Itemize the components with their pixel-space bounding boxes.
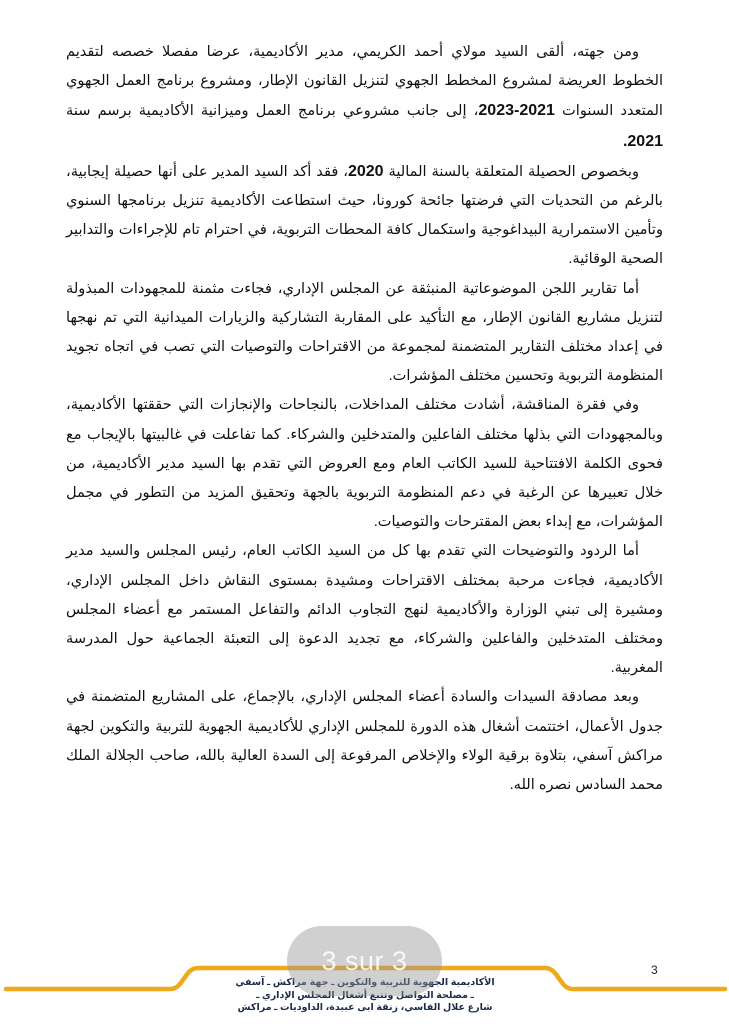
document-body [66, 38, 663, 800]
paragraph-4: وفي فقرة المناقشة، أشادت مختلف المداخلات، بالنجاحات والإنجازات التي حققتها الأكاديمية، وبالمجهودات التي بذلها مختلف الفاعلين والمتدخلين والشركاء. كما تفاعلت في غالبيتها بالإيجاب مع فحوى الكلمة الافتتاحية للسيد الكاتب العام ومع العروض التي تقدم بها السيد مدير الأكاديمية، من خلال تعبيرها عن الرغبة في دعم المنظومة التربوية بالجهة وتحقيق المزيد من التطور في مجمل المؤشرات، مع إبداء بعض المقترحات والتوصيات. [66, 397, 663, 531]
paragraph-1 [66, 38, 663, 157]
paragraph-3: أما تقارير اللجن الموضوعاتية المنبثقة عن المجلس الإداري، فجاءت مثمنة للمجهودات المبذولة لتنزيل مشاريع القانون الإطار، مع التأكيد على المقاربة التشاركية والزيارات الميدانية التي تم نهجها في إعداد مختلف التقارير المتضمنة لمجموعة من الاقتراحات والتوصيات التي تصب في اتجاه تجويد المنظومة التربوية وتحسين مختلف المؤشرات. [66, 280, 663, 385]
text-run: وبخصوص الحصيلة المتعلقة بالسنة المالية [383, 163, 639, 180]
footer-line-2: ـ مصلحة التواصل وتتبع أشغال المجلس الإداري ـ [256, 989, 474, 1001]
text-run: ، فقد أكد السيد المدير على أنها حصيلة إيجابية، بالرغم من التحديات التي فرضتها جائحة كورونا، حيث استطاعت الأكاديمية تنزيل برنامجها السنوي وتأمين الاستمرارية البيداغوجية واستكمال كافة المحطات التربوية، في احترام تام للإجراءات والتدابير الصحية الوقائية. [66, 163, 663, 268]
paragraph-6: وبعد مصادقة السيدات والسادة أعضاء المجلس الإداري، بالإجماع، على المشاريع المتضمنة في جدول الأعمال، اختتمت أشغال هذه الدورة للمجلس الإداري للأكاديمية الجهوية للتربية والتكوين لجهة مراكش آسفي، بتلاوة برقية الولاء والإخلاص المرفوعة إلى السدة العالية بالله، صاحب الجلالة الملك محمد السادس نصره الله. [66, 689, 663, 794]
text-run: ، إلى جانب مشروعي برنامج العمل وميزانية الأكاديمية برسم سنة [66, 103, 479, 120]
page-number: 3 [651, 963, 658, 977]
bold-year: 2020 [347, 162, 384, 180]
period: . [622, 132, 628, 150]
bold-years: 2021-2023 [478, 102, 555, 120]
footer-line-3: شارع علال الفاسي، زنقة ابى عبيدة، الداوديات ـ مراكش [237, 1002, 493, 1013]
paragraph-2 [66, 157, 663, 275]
bold-year: 2021 [627, 132, 663, 150]
paragraph-5: أما الردود والتوضيحات التي تقدم بها كل من السيد الكاتب العام، رئيس المجلس والسيد مدير الأكاديمية، فجاءت مرحبة بمختلف الاقتراحات ومشيدة بمستوى النقاش داخل المجلس الإداري، ومشيرة إلى تبني الوزارة والأكاديمية لنهج التجاوب الدائم والتفاعل المستمر مع أعضاء المجلس ومختلف المتدخلين والفاعلين والشركاء، مع تجديد الدعوة إلى التعبئة الجماعية حول المدرسة المغربية. [66, 543, 663, 677]
page-indicator-overlay: 3 sur 3 [287, 926, 442, 996]
text-run: ومن جهته، ألقى السيد مولاي أحمد الكريمي، مدير الأكاديمية، عرضا مفصلا خصصه لتقديم الخطوط العريضة لمشروع المخطط الجهوي لتنزيل القانون الإطار، ومشروع برنامج العمل الجهوي المتعدد السنوات [66, 44, 663, 120]
footer-line-1: الأكاديمية الجهوية للتربية والتكوين ـ جهة مراكش ـ آسفي [235, 977, 495, 988]
